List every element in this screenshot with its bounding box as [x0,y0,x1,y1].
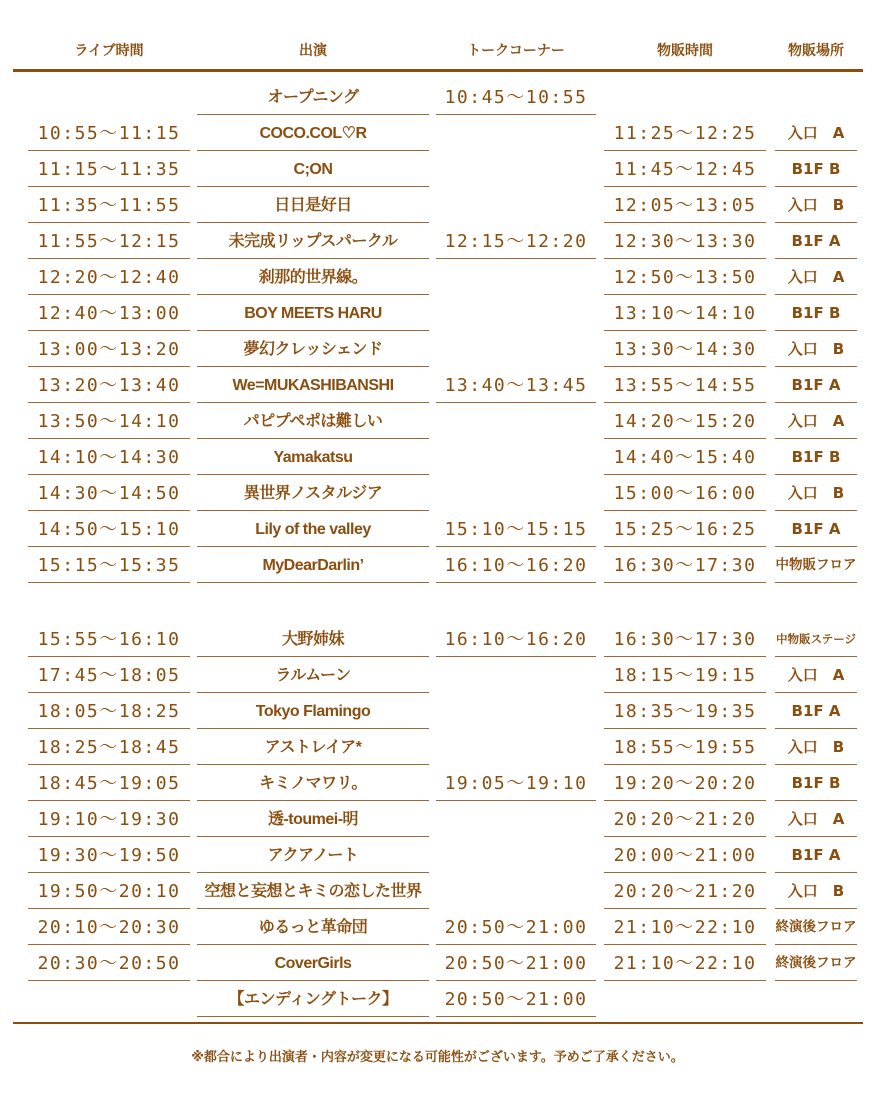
performer-cell: ラルムーン [197,658,429,693]
talk-time-cell: 20:50〜21:00 [436,910,596,945]
merch-place-cell: 入口 A [775,802,857,837]
talk-time-cell [436,874,596,909]
merch-time-cell: 15:00〜16:00 [604,476,766,511]
performer-cell: CoverGirls [197,946,429,981]
live-time-cell: 19:30〜19:50 [28,838,190,873]
merch-place-cell: B1F B [775,152,857,187]
performer-cell: 刹那的世界線。 [197,260,429,295]
merch-place-cell: B1F B [775,440,857,475]
performer-cell: BOY MEETS HARU [197,296,429,331]
live-time-cell [28,80,190,115]
live-time-cell: 18:25〜18:45 [28,730,190,765]
merch-place-cell: 終演後フロア [775,946,857,981]
merch-place-cell: B1F A [775,512,857,547]
talk-time-cell [436,404,596,439]
merch-time-cell: 14:40〜15:40 [604,440,766,475]
merch-time-cell: 21:10〜22:10 [604,910,766,945]
live-time-cell: 19:10〜19:30 [28,802,190,837]
merch-place-cell: 中物販フロア [775,548,857,583]
header-talk-corner: トークコーナー [467,43,565,59]
talk-time-cell [436,440,596,475]
merch-place-cell: 入口 A [775,116,857,151]
talk-time-cell: 15:10〜15:15 [436,512,596,547]
disclaimer-note: ※都合により出演者・内容が変更になる可能性がございます。予めご了承ください。 [191,1050,684,1065]
performer-cell: C;ON [197,152,429,187]
merch-place-cell: 入口 A [775,260,857,295]
live-time-cell [28,982,190,1017]
performer-cell: 大野姉妹 [197,622,429,657]
live-time-cell: 13:50〜14:10 [28,404,190,439]
merch-time-cell: 18:15〜19:15 [604,658,766,693]
merch-time-cell: 20:20〜21:20 [604,874,766,909]
merch-place-cell: 入口 B [775,188,857,223]
performer-cell: 異世界ノスタルジア [197,476,429,511]
merch-place-cell: 終演後フロア [775,910,857,945]
merch-time-cell: 13:30〜14:30 [604,332,766,367]
live-time-cell: 11:55〜12:15 [28,224,190,259]
talk-time-cell [436,838,596,873]
merch-place-cell: 入口 B [775,476,857,511]
merch-time-cell: 16:30〜17:30 [604,548,766,583]
performer-cell: 【エンディングトーク】 [197,982,429,1017]
talk-time-cell [436,476,596,511]
performer-cell: ゆるっと革命団 [197,910,429,945]
merch-place-cell: 入口 B [775,332,857,367]
merch-time-cell: 21:10〜22:10 [604,946,766,981]
merch-time-cell: 18:35〜19:35 [604,694,766,729]
merch-place-cell: B1F B [775,296,857,331]
talk-time-cell: 20:50〜21:00 [436,946,596,981]
merch-time-cell: 12:30〜13:30 [604,224,766,259]
performer-cell: MyDearDarlin’ [197,548,429,583]
talk-time-cell [436,730,596,765]
live-time-cell: 18:05〜18:25 [28,694,190,729]
talk-time-cell: 16:10〜16:20 [436,548,596,583]
merch-time-cell: 16:30〜17:30 [604,622,766,657]
merch-place-cell: B1F B [775,766,857,801]
performer-cell: アクアノート [197,838,429,873]
talk-time-cell: 12:15〜12:20 [436,224,596,259]
merch-place-cell: B1F A [775,224,857,259]
performer-cell: キミノマワリ。 [197,766,429,801]
merch-time-cell: 20:00〜21:00 [604,838,766,873]
merch-place-cell: 入口 B [775,730,857,765]
merch-place-cell: 入口 B [775,874,857,909]
live-time-cell: 13:00〜13:20 [28,332,190,367]
talk-time-cell: 10:45〜10:55 [436,80,596,115]
merch-place-cell: 入口 A [775,404,857,439]
merch-time-cell: 12:05〜13:05 [604,188,766,223]
live-time-cell: 10:55〜11:15 [28,116,190,151]
talk-time-cell [436,296,596,331]
merch-time-cell: 13:10〜14:10 [604,296,766,331]
performer-cell: 透-toumei-明 [197,802,429,837]
header-merch-place: 物販場所 [788,43,844,59]
merch-place-cell: B1F A [775,694,857,729]
merch-time-cell [604,80,766,115]
talk-time-cell [436,116,596,151]
talk-time-cell [436,332,596,367]
header-merch-time: 物販時間 [657,43,713,59]
performer-cell: 日日是好日 [197,188,429,223]
talk-time-cell: 13:40〜13:45 [436,368,596,403]
footer-rule [13,1022,863,1024]
talk-time-cell [436,694,596,729]
header-live-time: ライブ時間 [74,43,144,59]
merch-place-cell: 中物販ステージ [775,622,857,657]
live-time-cell: 20:10〜20:30 [28,910,190,945]
live-time-cell: 20:30〜20:50 [28,946,190,981]
talk-time-cell [436,152,596,187]
talk-time-cell [436,188,596,223]
talk-time-cell [436,658,596,693]
merch-time-cell: 12:50〜13:50 [604,260,766,295]
header-performer: 出演 [299,43,327,59]
merch-place-cell [775,80,857,115]
performer-cell: Yamakatsu [197,440,429,475]
live-time-cell: 14:10〜14:30 [28,440,190,475]
talk-time-cell: 16:10〜16:20 [436,622,596,657]
merch-time-cell: 19:20〜20:20 [604,766,766,801]
performer-cell: アストレイア* [197,730,429,765]
live-time-cell: 14:50〜15:10 [28,512,190,547]
performer-cell: パピプペポは難しい [197,404,429,439]
live-time-cell: 15:55〜16:10 [28,622,190,657]
live-time-cell: 19:50〜20:10 [28,874,190,909]
merch-time-cell: 13:55〜14:55 [604,368,766,403]
live-time-cell: 14:30〜14:50 [28,476,190,511]
performer-cell: Lily of the valley [197,512,429,547]
merch-time-cell: 18:55〜19:55 [604,730,766,765]
live-time-cell: 11:35〜11:55 [28,188,190,223]
merch-time-cell: 11:45〜12:45 [604,152,766,187]
performer-cell: 空想と妄想とキミの恋した世界 [197,874,429,909]
talk-time-cell [436,802,596,837]
header-rule [13,69,863,72]
performer-cell: 夢幻クレッシェンド [197,332,429,367]
performer-cell: オープニング [197,80,429,115]
merch-time-cell: 20:20〜21:20 [604,802,766,837]
talk-time-cell [436,260,596,295]
merch-time-cell: 15:25〜16:25 [604,512,766,547]
live-time-cell: 12:40〜13:00 [28,296,190,331]
merch-place-cell: B1F A [775,368,857,403]
merch-time-cell: 14:20〜15:20 [604,404,766,439]
live-time-cell: 12:20〜12:40 [28,260,190,295]
live-time-cell: 18:45〜19:05 [28,766,190,801]
talk-time-cell: 20:50〜21:00 [436,982,596,1017]
merch-time-cell [604,982,766,1017]
merch-place-cell [775,982,857,1017]
performer-cell: COCO.COL♡R [197,116,429,151]
talk-time-cell: 19:05〜19:10 [436,766,596,801]
merch-place-cell: 入口 A [775,658,857,693]
performer-cell: 未完成リップスパークル [197,224,429,259]
live-time-cell: 11:15〜11:35 [28,152,190,187]
merch-place-cell: B1F A [775,838,857,873]
performer-cell: Tokyo Flamingo [197,694,429,729]
performer-cell: We=MUKASHIBANSHI [197,368,429,403]
live-time-cell: 17:45〜18:05 [28,658,190,693]
merch-time-cell: 11:25〜12:25 [604,116,766,151]
live-time-cell: 15:15〜15:35 [28,548,190,583]
live-time-cell: 13:20〜13:40 [28,368,190,403]
